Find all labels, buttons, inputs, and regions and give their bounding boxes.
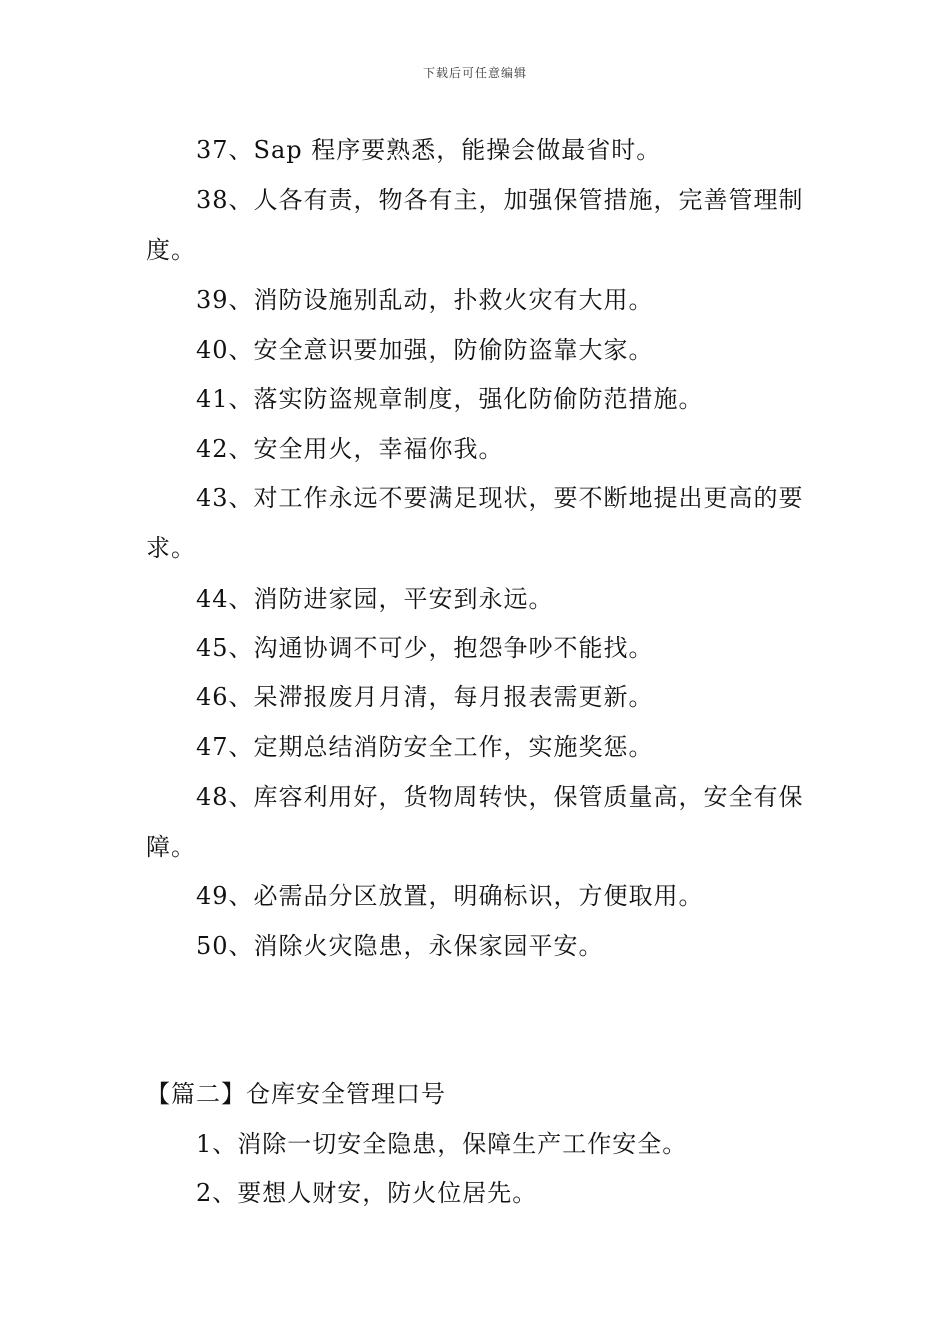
list-item: 45、沟通协调不可少，抱怨争吵不能找。 [196, 634, 654, 662]
page-header: 下载后可任意编辑 [422, 66, 527, 80]
list-item: 39、消防设施别乱动，扑救火灾有大用。 [196, 286, 654, 314]
list-item: 37、Sap 程序要熟悉，能操会做最省时。 [196, 136, 662, 164]
list-item: 48、库容利用好，货物周转快，保管质量高，安全有保障。 [146, 783, 804, 861]
list-item: 49、必需品分区放置，明确标识，方便取用。 [196, 882, 704, 910]
list-item: 42、安全用火，幸福你我。 [196, 435, 504, 463]
list-item: 40、安全意识要加强，防偷防盗靠大家。 [196, 336, 654, 364]
section-title: 【篇二】仓库安全管理口号 [146, 1080, 446, 1108]
list-item: 38、人各有责，物各有主，加强保管措施，完善管理制度。 [146, 186, 804, 264]
list-item: 2、要想人财安，防火位居先。 [196, 1179, 538, 1207]
list-item: 43、对工作永远不要满足现状，要不断地提出更高的要求。 [146, 484, 804, 562]
list-item: 47、定期总结消防安全工作，实施奖惩。 [196, 733, 654, 761]
list-item: 1、消除一切安全隐患，保障生产工作安全。 [196, 1130, 688, 1158]
list-item: 44、消防进家园，平安到永远。 [196, 585, 554, 613]
list-item: 41、落实防盗规章制度，强化防偷防范措施。 [196, 385, 704, 413]
list-item: 50、消除火灾隐患，永保家园平安。 [196, 932, 604, 960]
list-item: 46、呆滞报废月月清，每月报表需更新。 [196, 683, 654, 711]
